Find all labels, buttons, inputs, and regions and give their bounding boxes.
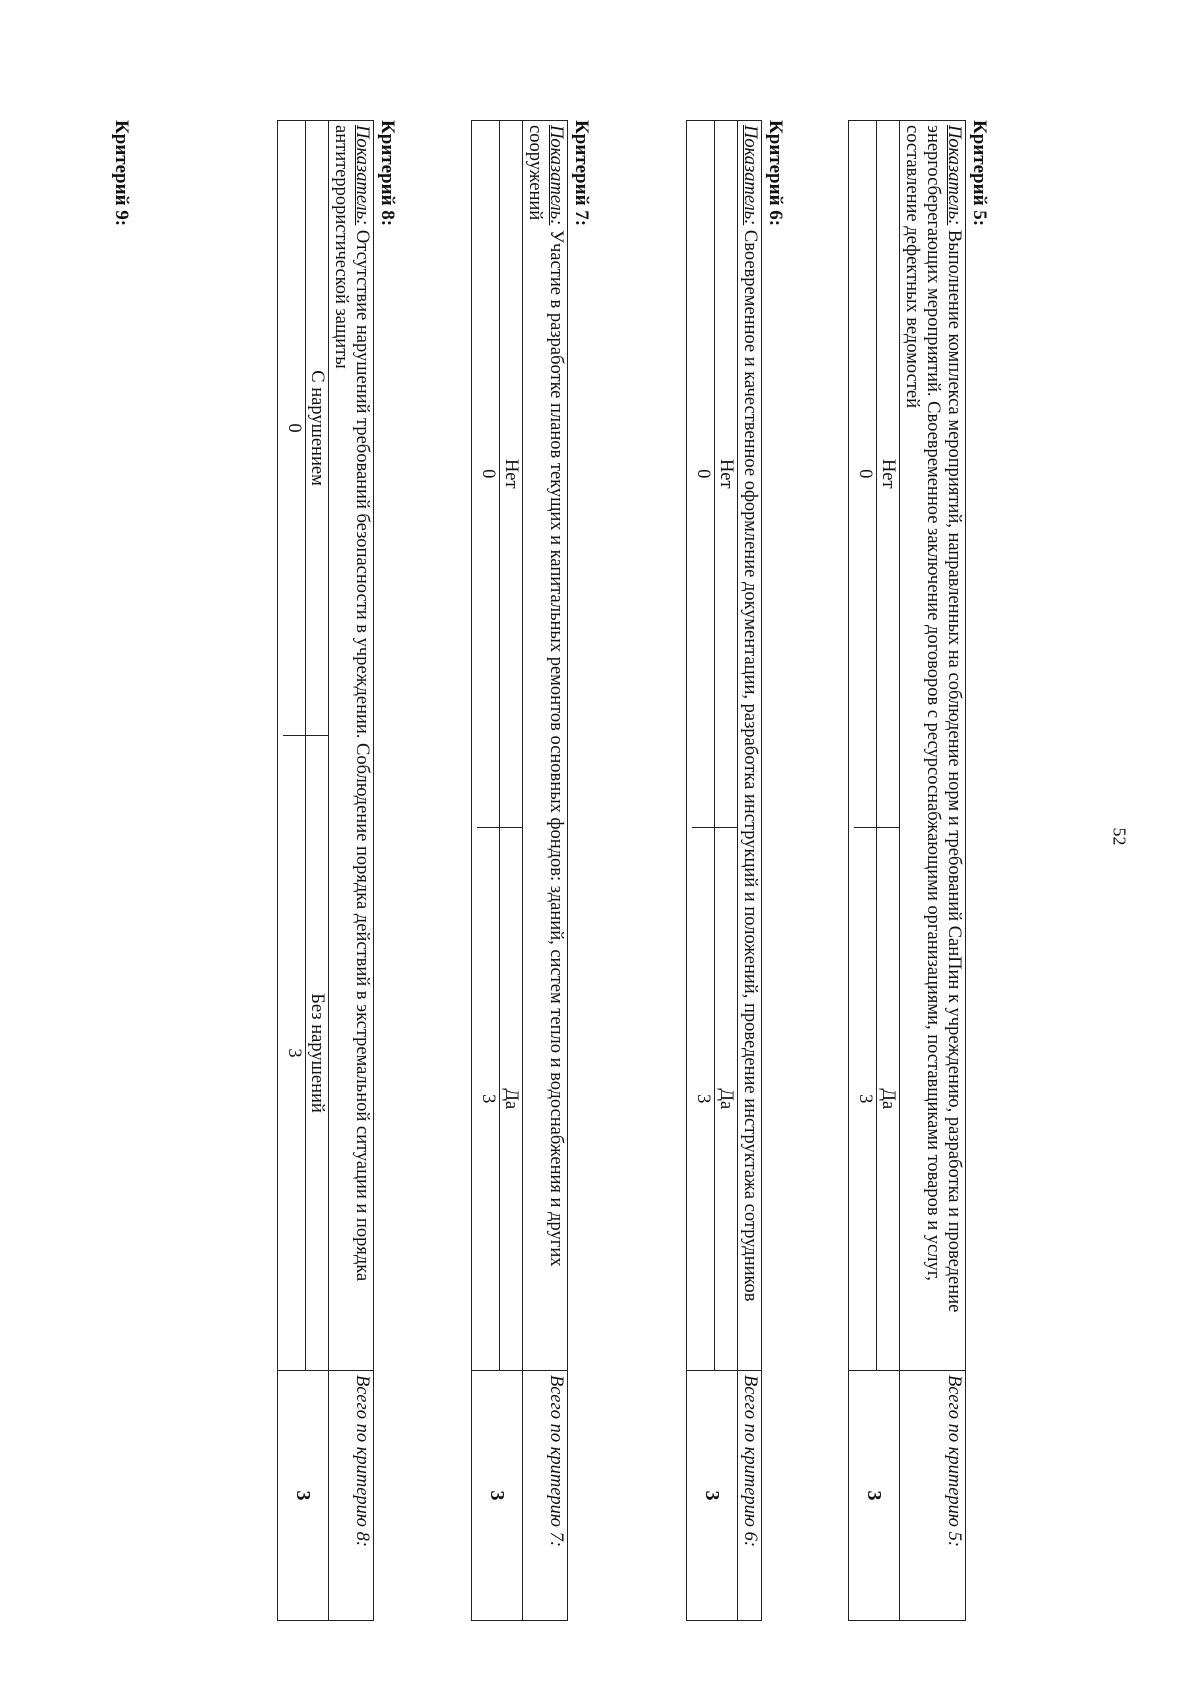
criterion-8-indicator [329, 121, 374, 1371]
option-label: Да [501, 1088, 521, 1110]
indicator-text: Своевременное и качественное оформление документации, разработка инструкций и положений, проведение инструктажа сотрудников [740, 225, 760, 1302]
options-grid [477, 121, 522, 1370]
criterion-7-title: Критерий 7: [571, 120, 592, 227]
criterion-7-table [471, 120, 568, 1621]
criterion-5-total: 3 [849, 1371, 900, 1621]
option-score: 3 [692, 827, 715, 1370]
option-score: 0 [283, 121, 306, 736]
options-grid [692, 121, 737, 1370]
indicator-label: Показатель: [944, 125, 964, 226]
options-grid [854, 121, 899, 1370]
criterion-6-indicator [738, 121, 762, 1371]
criterion-6-total: 3 [687, 1371, 738, 1621]
criterion-8-total-label: Всего по критерию 8: [329, 1371, 374, 1621]
option-label: Да [878, 1088, 898, 1110]
indicator-text: Выполнение комплекса мероприятий, направленных на соблюдение норм и требований СанПин к учреждению, разработка и проведение энергосберегающих мероприятий. Своевременное заключение договоров с ресурсоснабжающими организациями, поставщиками товаров и услуг, составление дефектных ведомостей [902, 125, 964, 1313]
option-label: Да [716, 1088, 736, 1110]
option-label: С нарушением [306, 121, 329, 736]
option-label: Нет [500, 121, 523, 827]
criterion-6-title: Критерий 6: [765, 120, 786, 227]
indicator-label: Показатель: [740, 125, 760, 226]
indicator-text: Участие в разработке планов текущих и капитальных ремонтов основных фондов: зданий, систем тепло и водоснабжения и других сооружений [525, 125, 566, 1267]
option-label: Нет [877, 121, 900, 827]
page-number: 52 [1109, 827, 1130, 846]
rotated-page-content [10, 120, 990, 1640]
criterion-8-title: Критерий 8: [377, 120, 398, 227]
criterion-6-total-label: Всего по критерию 6: [738, 1371, 762, 1621]
option-label: Без нарушений [307, 993, 327, 1113]
option-score: 3 [283, 736, 306, 1370]
criterion-5-indicator [900, 121, 966, 1371]
option-score: 0 [692, 121, 715, 827]
option-score: 0 [477, 121, 500, 827]
criterion-5-title: Критерий 5: [969, 120, 990, 227]
criterion-8-total: 3 [278, 1371, 329, 1621]
criterion-7-options [472, 121, 523, 1371]
criterion-8-table [277, 120, 374, 1621]
criterion-5-table [848, 120, 966, 1621]
option-score: 3 [477, 827, 500, 1370]
criterion-7-total: 3 [472, 1371, 523, 1621]
criterion-6-options [687, 121, 738, 1371]
criterion-7-total-label: Всего по критерию 7: [523, 1371, 568, 1621]
option-score: 3 [854, 827, 877, 1370]
options-grid [283, 121, 328, 1370]
criterion-7-indicator [523, 121, 568, 1371]
criterion-9-title: Критерий 9: [111, 120, 132, 227]
criterion-5-total-label: Всего по критерию 5: [900, 1371, 966, 1621]
indicator-label: Показатель: [546, 125, 566, 226]
indicator-label: Показатель: [352, 125, 372, 226]
indicator-text: Отсутствие нарушений требований безопасности в учреждении. Соблюдение порядка действий в экстремальной ситуации и порядка антитеррористической защиты [331, 125, 372, 1282]
option-score: 0 [854, 121, 877, 827]
criterion-6-table [686, 120, 762, 1621]
criterion-5-options [849, 121, 900, 1371]
criterion-8-options [278, 121, 329, 1371]
option-label: Нет [715, 121, 738, 827]
